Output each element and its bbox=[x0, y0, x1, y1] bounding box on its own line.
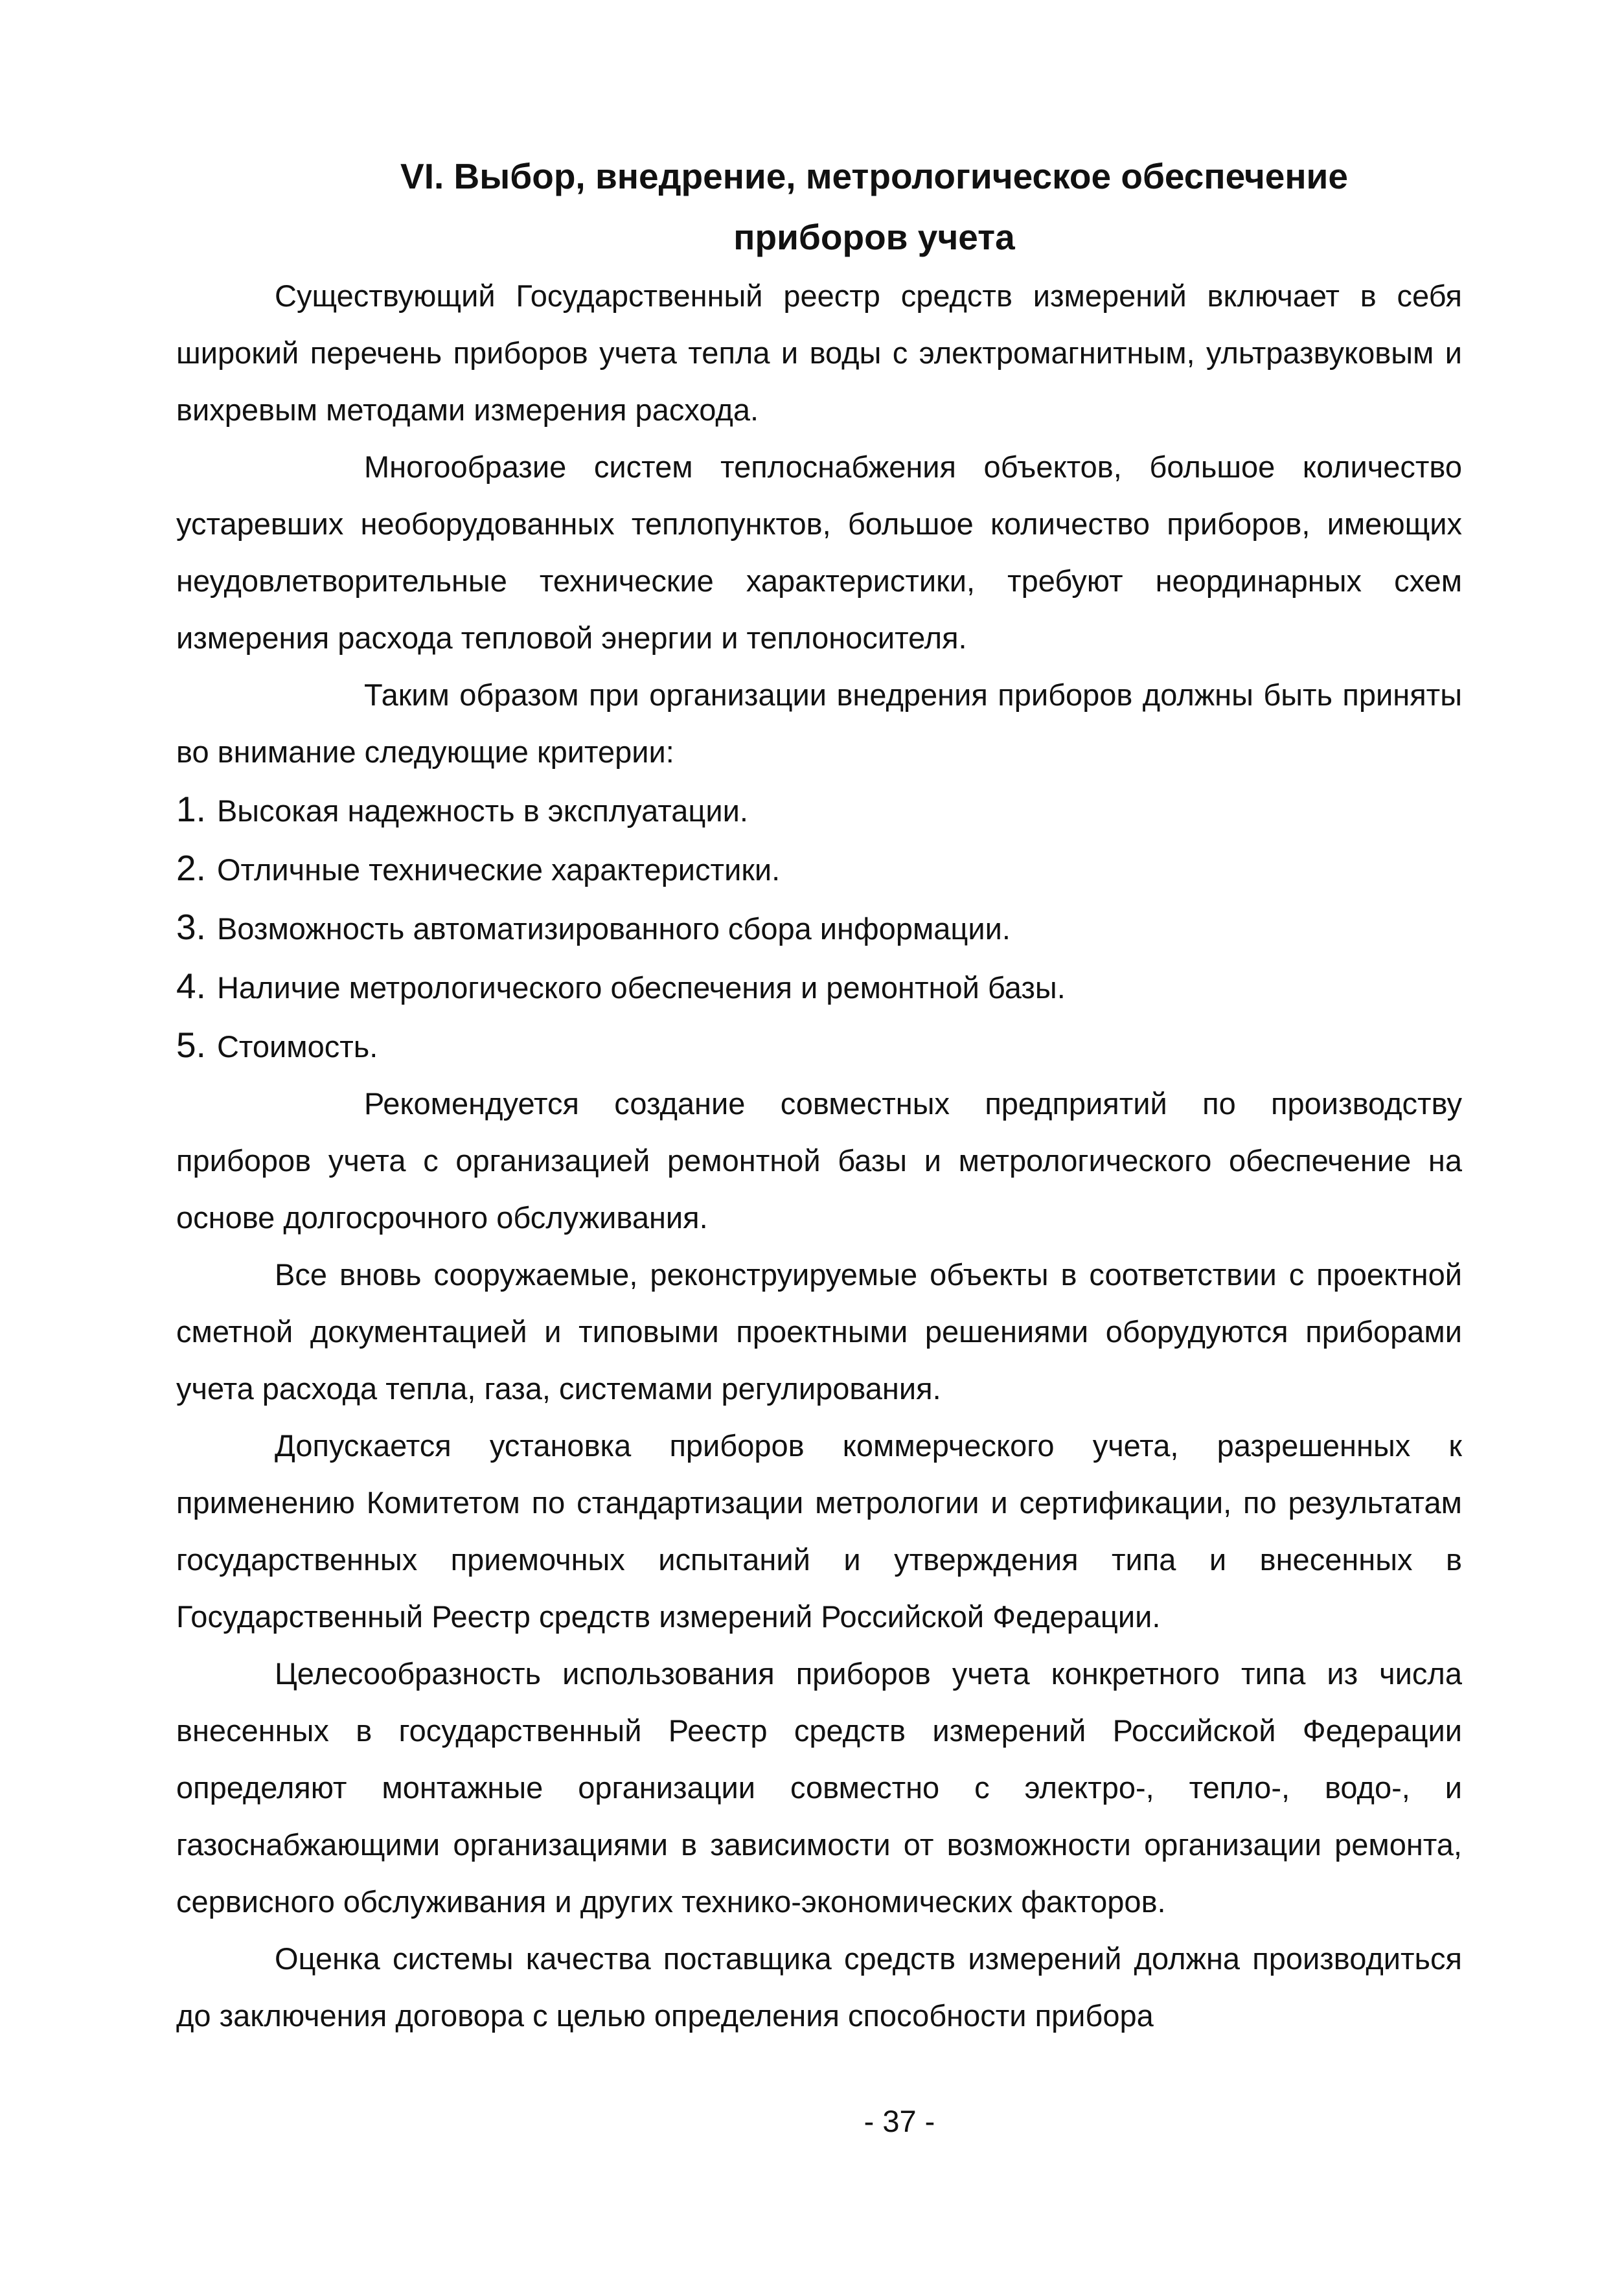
paragraph-commercial-metering: Допускается установка приборов коммерческого учета, разрешенных к применению Комитетом по стандартизации метрологии и сертификации, по результатам государственных приемочных испытаний и утверждения типа и внесенных в Государственный Реестр средств измерений Российской Федерации. bbox=[176, 1428, 1462, 1634]
paragraph-registry: Существующий Государственный реестр средств измерений включает в себя широкий перечень приборов учета тепла и воды с электромагнитным, ультразвуковым и вихревым методами измерения расхода. bbox=[176, 279, 1462, 427]
list-item-number: 2. bbox=[176, 848, 206, 888]
paragraph-expediency: Целесообразность использования приборов учета конкретного типа из числа внесенных в государственный Реестр средств измерений Российской Федерации определяют монтажные организации совместно с электро-, тепло-, водо-, и газоснабжающими организациями в зависимости от возможности организации ремонта, сервисного обслуживания и других технико-экономических факторов. bbox=[176, 1656, 1462, 1919]
page-number: - 37 - bbox=[863, 2104, 935, 2138]
list-item-text: Наличие метрологического обеспечения и ремонтной базы. bbox=[216, 970, 1066, 1005]
section-heading-line-2: приборов учета bbox=[733, 217, 1015, 257]
list-item-text: Стоимость. bbox=[216, 1029, 378, 1064]
paragraph-quality-assessment: Оценка системы качества поставщика средств измерений должна производиться до заключения договора с целью определения способности прибора bbox=[176, 1941, 1462, 2033]
list-item-number: 3. bbox=[176, 907, 206, 947]
page-content bbox=[176, 146, 1462, 2044]
criteria-list bbox=[176, 781, 1462, 1075]
list-item-text: Отличные технические характеристики. bbox=[216, 852, 781, 887]
list-item-number: 1. bbox=[176, 789, 206, 829]
paragraph-criteria-intro: Таким образом при организации внедрения приборов должны быть приняты во внимание следующие критерии: bbox=[176, 678, 1462, 769]
list-item bbox=[176, 957, 1462, 1016]
list-item bbox=[176, 781, 1462, 839]
list-item-number: 5. bbox=[176, 1025, 206, 1065]
list-item-number: 4. bbox=[176, 966, 206, 1006]
list-item-text: Высокая надежность в эксплуатации. bbox=[216, 794, 748, 828]
section-heading-line-1: VI. Выбор, внедрение, метрологическое обеспечение bbox=[400, 156, 1348, 196]
list-item bbox=[176, 839, 1462, 898]
section-heading bbox=[176, 146, 1462, 268]
paragraph-heat-systems: Многообразие систем теплоснабжения объектов, большое количество устаревших необорудованных теплопунктов, большое количество приборов, имеющих неудовлетворительные технические характеристики, требуют неординарных схем измерения расхода тепловой энергии и теплоносителя. bbox=[176, 450, 1462, 655]
list-item bbox=[176, 1016, 1462, 1075]
paragraph-new-objects: Все вновь сооружаемые, реконструируемые объекты в соответствии с проектной сметной документацией и типовыми проектными решениями оборудуются приборами учета расхода тепла, газа, системами регулирования. bbox=[176, 1257, 1462, 1406]
list-item bbox=[176, 898, 1462, 957]
paragraph-joint-ventures: Рекомендуется создание совместных предприятий по производству приборов учета с организацией ремонтной базы и метрологического обеспечение на основе долгосрочного обслуживания. bbox=[176, 1086, 1462, 1235]
list-item-text: Возможность автоматизированного сбора информации. bbox=[216, 911, 1011, 946]
